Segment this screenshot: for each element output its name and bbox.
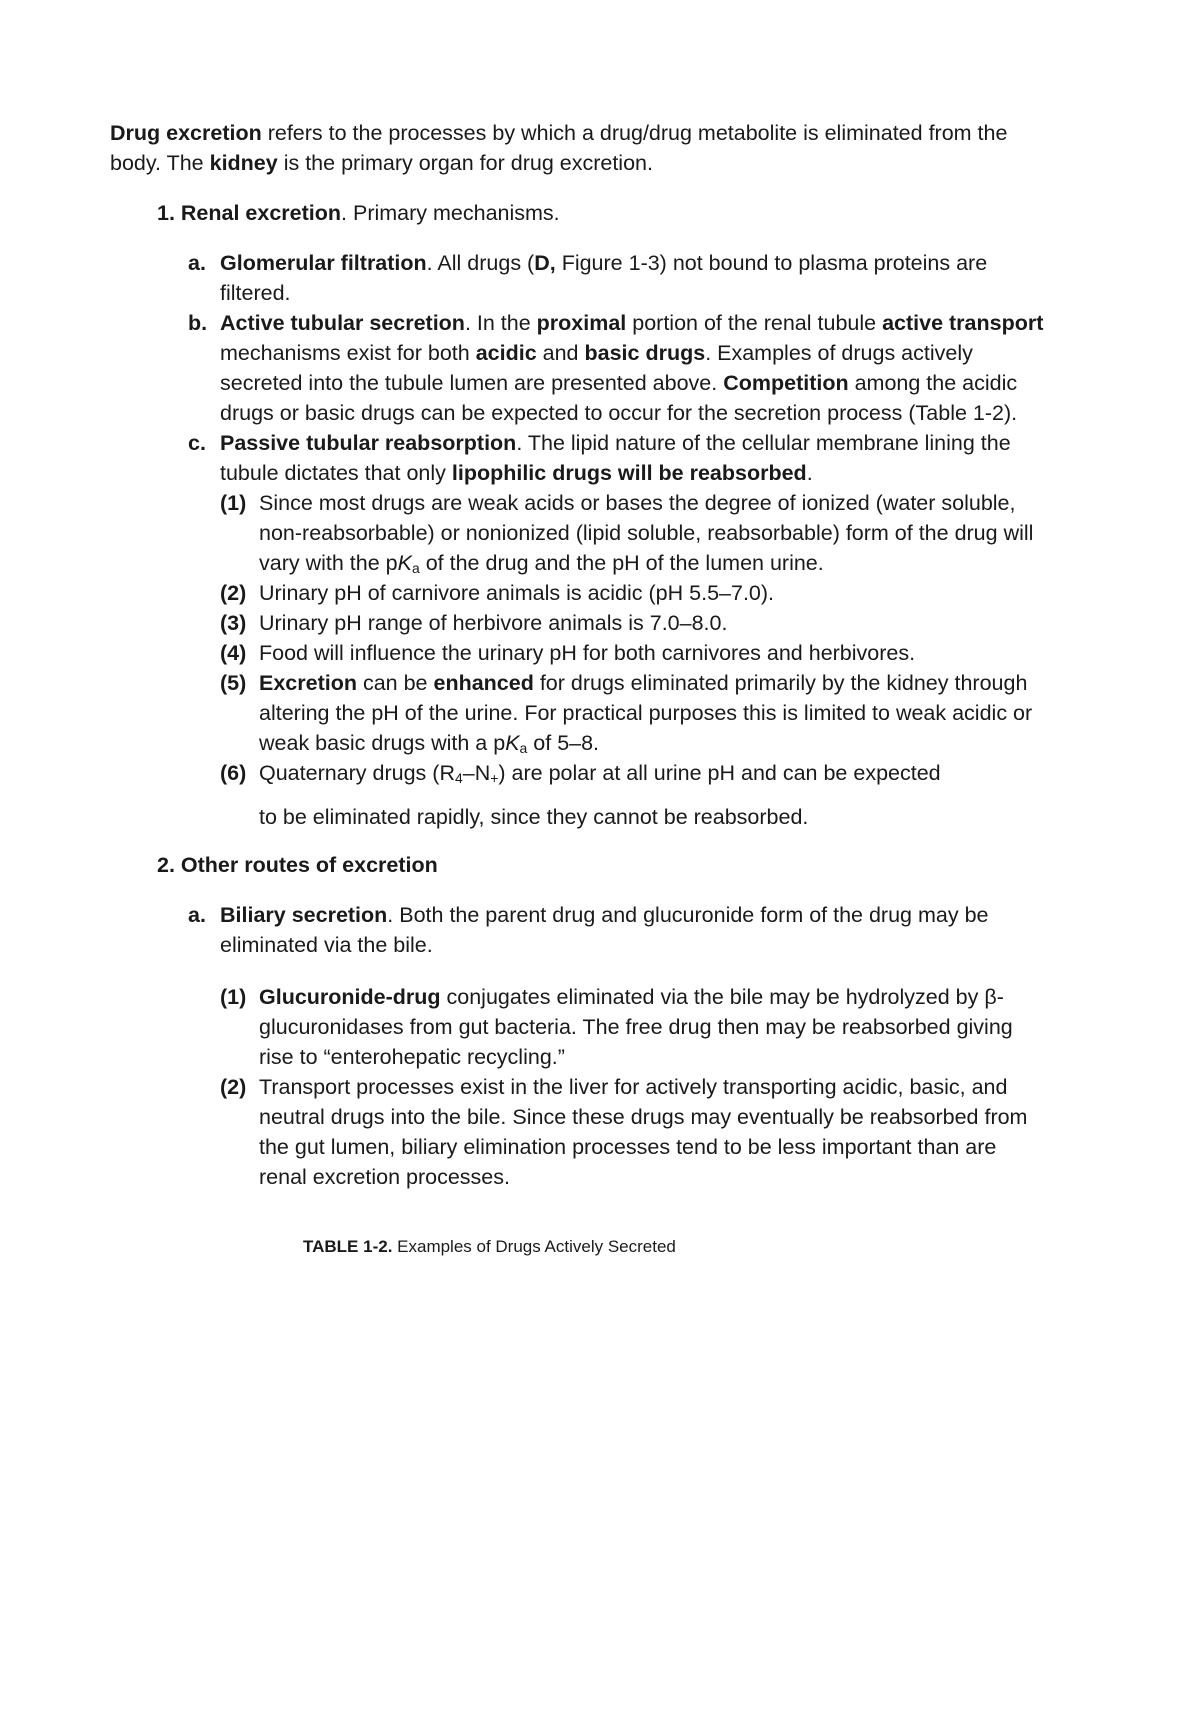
sub-item-label: (2) xyxy=(220,581,247,605)
table-caption-label: TABLE 1-2. xyxy=(303,1237,393,1256)
sub-item-text: of 5–8. xyxy=(527,731,600,755)
term-acidic: acidic xyxy=(475,341,537,365)
term-passive-tubular-reabsorption: Passive tubular reabsorption xyxy=(220,431,517,455)
sub-item-text: Quaternary drugs (R xyxy=(259,761,455,785)
term-proximal: proximal xyxy=(536,311,627,335)
section-2-title: 2. Other routes of excretion xyxy=(157,853,438,877)
sub-item-label: (5) xyxy=(220,671,247,695)
item-label: a. xyxy=(188,251,206,275)
term-excretion: Excretion xyxy=(259,671,357,695)
sub-item-label: (1) xyxy=(220,985,247,1009)
item-text: mechanisms exist for both xyxy=(220,341,476,365)
sub-item-text: Transport processes exist in the liver for actively transporting acidic, basic, and neutral drugs into the bile. Since these drugs may eventually be reabsorbed from the gut lumen, biliary elimination processes tend to be less important than are renal excretion processes. xyxy=(259,1075,1028,1189)
pka-k: K xyxy=(505,731,520,755)
item-label: b. xyxy=(188,311,208,335)
item-text: portion of the renal tubule xyxy=(626,311,883,335)
section-1-title: 1. Renal excretion xyxy=(157,201,342,225)
section-1-subtitle: . Primary mechanisms. xyxy=(341,201,560,225)
term-glomerular-filtration: Glomerular filtration xyxy=(220,251,427,275)
term-basic-drugs: basic drugs xyxy=(584,341,706,365)
item-passive-tubular-reabsorption xyxy=(110,428,1050,488)
intro-text-end: is the primary organ for drug excretion. xyxy=(277,151,653,175)
sub-item-text: for drugs eliminated primarily by the kidney through altering the pH of the urine. For practical purposes this is limited to weak acidic or weak basic drugs with a p xyxy=(259,671,1033,755)
pka-subscript: a xyxy=(519,740,528,756)
term-biliary-secretion: Biliary secretion xyxy=(220,903,388,927)
item-label: a. xyxy=(188,903,206,927)
pka-subscript: a xyxy=(411,560,420,576)
term-active-transport: active transport xyxy=(882,311,1044,335)
item-text: and xyxy=(536,341,585,365)
term-drug-excretion: Drug excretion xyxy=(110,121,262,145)
item-biliary-secretion xyxy=(110,900,1050,960)
term-enhanced: enhanced xyxy=(433,671,534,695)
subscript-4: 4 xyxy=(454,770,463,786)
term-active-tubular-secretion: Active tubular secretion xyxy=(220,311,465,335)
term-competition: Competition xyxy=(723,371,849,395)
term-d: D, xyxy=(534,251,556,275)
sub-item-text: Since most drugs are weak acids or bases the degree of ionized (water soluble, non-reabsorbable) or nonionized (lipid soluble, reabsorbable) form of the drug will vary with the p xyxy=(259,491,1034,575)
item-label: c. xyxy=(188,431,206,455)
sub-item-text: Urinary pH of carnivore animals is acidic (pH 5.5–7.0). xyxy=(259,581,775,605)
sub-item-6-continuation xyxy=(110,802,1050,832)
sub-item-4 xyxy=(110,638,1050,668)
item-text: . Both the parent drug and glucuronide form of the drug may be eliminated via the bile. xyxy=(220,903,989,957)
item-text: Figure 1-3) not bound to plasma proteins are filtered. xyxy=(220,251,988,305)
table-caption xyxy=(303,1236,1050,1258)
item-text: . xyxy=(806,461,813,485)
item-text: . Examples of drugs actively secreted into the tubule lumen are presented above. xyxy=(220,341,973,395)
sub-item-2 xyxy=(110,578,1050,608)
biliary-sub-item-1 xyxy=(110,982,1050,1072)
item-text: among the acidic drugs or basic drugs can be expected to occur for the secretion process (Table 1-2). xyxy=(220,371,1018,425)
sub-item-text: –N xyxy=(462,761,491,785)
pka-k: K xyxy=(397,551,412,575)
section-2-heading xyxy=(157,850,1050,880)
intro-text: refers to the processes by which a drug/drug metabolite is eliminated from the body. The xyxy=(110,121,1008,175)
item-text: . In the xyxy=(464,311,537,335)
sub-item-5 xyxy=(110,668,1050,758)
table-caption-text: Examples of Drugs Actively Secreted xyxy=(392,1237,676,1256)
item-text: . The lipid nature of the cellular membrane lining the tubule dictates that only xyxy=(220,431,1011,485)
section-1-heading xyxy=(157,198,1050,228)
sub-item-6 xyxy=(110,758,1050,788)
biliary-sub-item-2 xyxy=(110,1072,1050,1192)
sub-item-3 xyxy=(110,608,1050,638)
subscript-plus: + xyxy=(490,770,499,786)
term-lipophilic-drugs: lipophilic drugs will be reabsorbed xyxy=(451,461,807,485)
sub-item-1 xyxy=(110,488,1050,578)
sub-item-label: (6) xyxy=(220,761,247,785)
sub-item-text: of the drug and the pH of the lumen urine. xyxy=(419,551,824,575)
sub-item-label: (1) xyxy=(220,491,247,515)
sub-item-text: conjugates eliminated via the bile may be hydrolyzed by β-glucuronidases from gut bacteria. The free drug then may be reabsorbed giving rise to “enterohepatic recycling.” xyxy=(259,985,1013,1069)
intro-paragraph xyxy=(110,118,1050,178)
sub-item-text: ) are polar at all urine pH and can be expected xyxy=(498,761,941,785)
sub-item-label: (2) xyxy=(220,1075,247,1099)
term-kidney: kidney xyxy=(209,151,278,175)
sub-item-label: (4) xyxy=(220,641,247,665)
sub-item-text: Food will influence the urinary pH for both carnivores and herbivores. xyxy=(259,641,916,665)
item-glomerular-filtration xyxy=(110,248,1050,308)
sub-item-text: can be xyxy=(356,671,434,695)
sub-item-text: to be eliminated rapidly, since they cannot be reabsorbed. xyxy=(259,805,809,829)
item-active-tubular-secretion xyxy=(110,308,1050,428)
item-text: . All drugs ( xyxy=(426,251,535,275)
term-glucuronide-drug: Glucuronide-drug xyxy=(259,985,441,1009)
sub-item-text: Urinary pH range of herbivore animals is 7.0–8.0. xyxy=(259,611,728,635)
sub-item-label: (3) xyxy=(220,611,247,635)
